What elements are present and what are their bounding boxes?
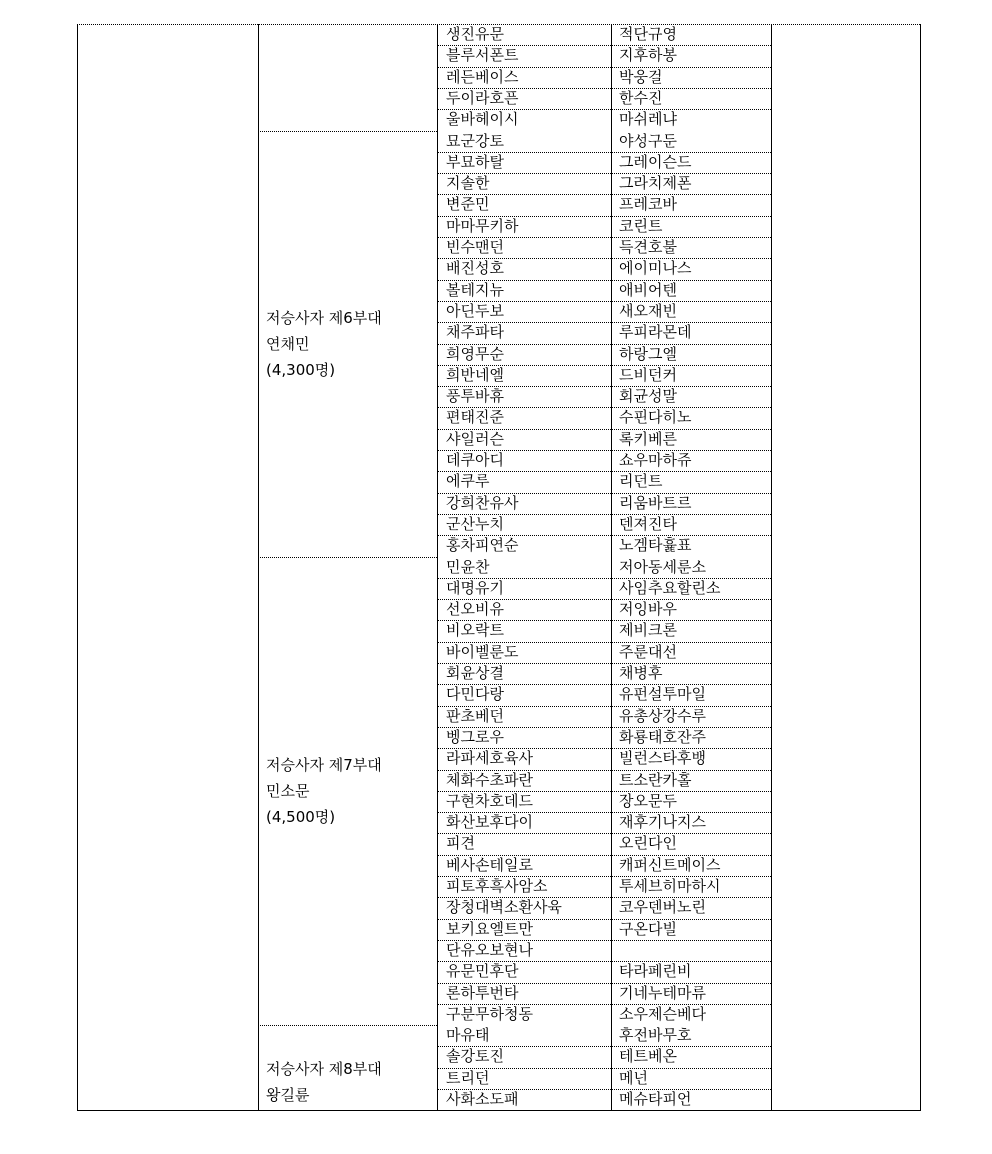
- member-name-left: 단유오보현나: [446, 941, 533, 959]
- member-name-left: 희영무순: [446, 345, 504, 363]
- unit-label-line: 민소문: [266, 782, 310, 800]
- member-name-right: 박웅걸: [619, 68, 663, 86]
- member-name-right: 적단규영: [619, 25, 677, 43]
- member-name-left: 데쿠아디: [446, 451, 504, 469]
- member-name-right: 그레이슨드: [619, 153, 692, 171]
- member-name-right: 새오재빈: [619, 302, 677, 320]
- member-name-right: 타라페린비: [619, 962, 692, 980]
- column-divider-4: [771, 24, 772, 1110]
- member-name-right: 쇼우마하쥬: [619, 451, 692, 469]
- member-name-left: 론하투번타: [446, 984, 519, 1002]
- member-name-right: 덴져진타: [619, 515, 677, 533]
- member-name-right: 메슈타피언: [619, 1090, 692, 1108]
- member-name-right: 테트베온: [619, 1047, 677, 1065]
- unit-label-line: 연채민: [266, 335, 310, 353]
- unit-label: [266, 752, 431, 830]
- unit-label-line: (4,300명): [266, 361, 336, 379]
- member-name-left: 지솔한: [446, 174, 490, 192]
- member-name-right: 프레코바: [619, 195, 677, 213]
- member-name-left: 편태진준: [446, 408, 504, 426]
- member-name-left: 사화소도패: [446, 1090, 519, 1108]
- member-name-right: 지후하봉: [619, 46, 677, 64]
- member-name-left: 풍투바휴: [446, 387, 504, 405]
- member-name-right: 재후기나지스: [619, 813, 706, 831]
- member-name-left: 두이라호픈: [446, 89, 519, 107]
- member-name-left: 마마무키하: [446, 217, 519, 235]
- member-name-right: 록키베른: [619, 430, 677, 448]
- group-separator: [258, 1025, 437, 1026]
- member-name-left: 샤일러슨: [446, 430, 504, 448]
- member-name-right: 코린트: [619, 217, 663, 235]
- member-name-right: 소우제슨베다: [619, 1005, 706, 1023]
- unit-label-line: (4,500명): [266, 808, 336, 826]
- member-name-left: 에쿠루: [446, 472, 490, 490]
- member-name-left: 비오락트: [446, 621, 504, 639]
- member-name-left: 벵그로우: [446, 728, 504, 746]
- member-name-right: 오린다인: [619, 834, 677, 852]
- member-name-right: 기네누테마류: [619, 984, 706, 1002]
- member-name-left: 피견: [446, 834, 475, 852]
- column-divider-3: [611, 24, 612, 1110]
- member-name-right: 드비던커: [619, 366, 677, 384]
- member-name-right: 득견호불: [619, 238, 677, 256]
- member-name-right: 메넌: [619, 1069, 648, 1087]
- member-name-right: 루피라몬데: [619, 323, 692, 341]
- member-name-right: 후전바무호: [619, 1026, 692, 1044]
- member-name-left: 생진유문: [446, 25, 504, 43]
- member-name-right: 화룡태호잔주: [619, 728, 706, 746]
- member-name-right: 제비크론: [619, 621, 677, 639]
- group-separator: [258, 557, 437, 558]
- member-name-left: 유문민후단: [446, 962, 519, 980]
- member-name-left: 군산누치: [446, 515, 504, 533]
- member-name-right: 그라치제폰: [619, 174, 692, 192]
- member-name-right: 캐퍼신트메이스: [619, 856, 721, 874]
- member-name-left: 블루서폰트: [446, 46, 519, 64]
- unit-label-line: 저승사자 제8부대: [266, 1060, 382, 1078]
- member-name-right: 주룬대선: [619, 643, 677, 661]
- column-divider-2: [437, 24, 438, 1110]
- member-name-left: 대명유기: [446, 579, 504, 597]
- member-name-left: 회윤상결: [446, 664, 504, 682]
- member-name-right: 코우덴버노린: [619, 898, 706, 916]
- member-name-right: 애비어텐: [619, 281, 677, 299]
- member-name-left: 베사손테일로: [446, 856, 533, 874]
- unit-label-line: 왕길륜: [266, 1086, 310, 1104]
- member-name-left: 민윤찬: [446, 558, 490, 576]
- member-name-left: 홍차피연순: [446, 536, 519, 554]
- column-divider-1: [258, 24, 259, 1110]
- member-name-left: 희반네엘: [446, 366, 504, 384]
- member-name-left: 장청대벽소환사육: [446, 898, 562, 916]
- member-name-right: 리던트: [619, 472, 663, 490]
- column-divider-5: [920, 24, 921, 1110]
- unit-label: [266, 1056, 431, 1108]
- member-name-left: 마유태: [446, 1026, 490, 1044]
- member-name-left: 부묘하탈: [446, 153, 504, 171]
- column-divider-0: [77, 24, 78, 1110]
- member-name-right: 마쉬레냐: [619, 110, 677, 128]
- member-name-right: 구온다빌: [619, 920, 677, 938]
- member-name-right: 수핀다히노: [619, 408, 692, 426]
- member-name-right: 회균성말: [619, 387, 677, 405]
- member-name-left: 강희찬유사: [446, 494, 519, 512]
- table-bottom-border: [77, 1110, 921, 1111]
- member-name-right: 야성구둔: [619, 132, 677, 150]
- unit-label-line: 저승사자 제6부대: [266, 309, 382, 327]
- member-name-right: 리움바트르: [619, 494, 692, 512]
- member-name-right: 저아동세룬소: [619, 558, 706, 576]
- member-name-left: 화산보후다이: [446, 813, 533, 831]
- member-name-left: 다민다랑: [446, 685, 504, 703]
- unit-label: [266, 305, 431, 383]
- member-name-right: 유총상강수루: [619, 707, 706, 725]
- member-name-left: 빈수맨던: [446, 238, 504, 256]
- member-name-left: 판초베던: [446, 707, 504, 725]
- member-name-left: 볼테지뉴: [446, 281, 504, 299]
- member-name-left: 채주파타: [446, 323, 504, 341]
- member-name-right: 트소란카홀: [619, 771, 692, 789]
- member-name-left: 변준민: [446, 195, 490, 213]
- member-name-right: 유펀설투마일: [619, 685, 706, 703]
- member-name-left: 아딘두보: [446, 302, 504, 320]
- member-name-right: 채병후: [619, 664, 663, 682]
- unit-label-line: 저승사자 제7부대: [266, 756, 382, 774]
- member-name-right: [619, 940, 767, 961]
- member-name-left: 울바헤이시: [446, 110, 519, 128]
- member-name-left: 구분무하청동: [446, 1005, 533, 1023]
- member-name-left: 배진성호: [446, 259, 504, 277]
- member-name-left: 트리던: [446, 1069, 490, 1087]
- member-name-right: 투세브히마하시: [619, 877, 721, 895]
- member-name-right: 빌런스타후뱅: [619, 749, 706, 767]
- member-name-right: 노겜타흁표: [619, 536, 692, 554]
- member-name-left: 선오비유: [446, 600, 504, 618]
- member-name-right: 사임추요할린소: [619, 579, 721, 597]
- member-name-left: 묘군강토: [446, 132, 504, 150]
- member-name-right: 하랑그엘: [619, 345, 677, 363]
- member-name-left: 체화수초파란: [446, 771, 533, 789]
- member-name-left: 라파세호육사: [446, 749, 533, 767]
- member-name-left: 구현차호데드: [446, 792, 533, 810]
- member-name-left: 보키요엘트만: [446, 920, 533, 938]
- member-name-left: 바이벨룬도: [446, 643, 519, 661]
- member-name-left: 솔강토진: [446, 1047, 504, 1065]
- member-name-right: 장오문두: [619, 792, 677, 810]
- member-name-right: 에이미나스: [619, 259, 692, 277]
- member-name-left: 레든베이스: [446, 68, 519, 86]
- group-separator: [258, 131, 437, 132]
- member-name-right: 저잉바우: [619, 600, 677, 618]
- member-name-left: 피토후흑사암소: [446, 877, 548, 895]
- member-name-right: 한수진: [619, 89, 663, 107]
